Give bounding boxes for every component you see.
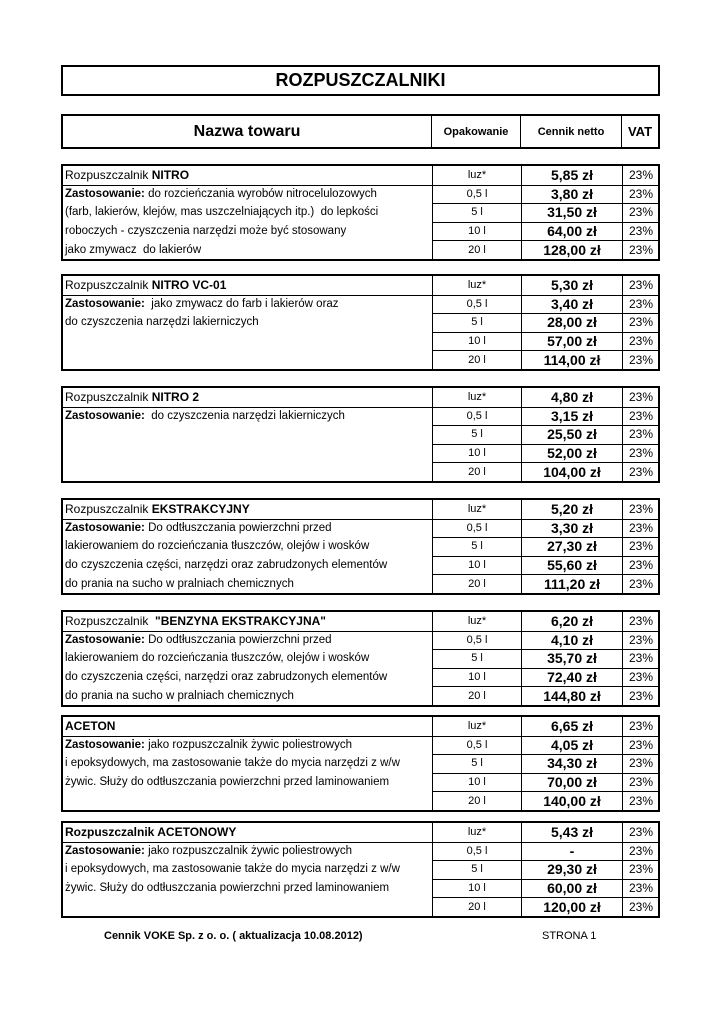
vat-cell: 23% [622,350,659,369]
product-description-line: jako zmywacz do lakierów [65,243,202,256]
product-usage [63,185,433,204]
row-divider [432,686,658,687]
product-usage [63,407,433,426]
row-divider [432,350,658,351]
vat-cell: 23% [622,295,659,314]
row-divider [63,407,658,408]
product-description-line: roboczych - czyszczenia narzędzi może być stosowany [65,225,347,238]
table-row [63,649,658,668]
header-price: Cennik netto [537,125,605,138]
price-cell: 29,30 zł [521,860,622,879]
row-divider [63,842,658,843]
price-cell: 72,40 zł [521,668,622,687]
product-block [61,274,660,371]
price-cell: 52,00 zł [521,444,622,463]
packaging-cell: 5 l [432,860,521,879]
product-description-line: lakierowaniem do rozcieńczania tłuszczów, olejów i wosków [65,540,370,553]
product-name-bold: EKSTRAKCYJNY [151,502,250,517]
packaging-cell: 0,5 l [432,185,521,204]
table-row [63,612,658,631]
product-name-bold: NITRO VC-01 [151,278,227,293]
table-row [63,295,658,314]
table-row [63,717,658,736]
table-row [63,860,658,879]
footer-page-number: STRONA 1 [542,930,597,942]
vat-cell: 23% [622,574,659,593]
packaging-cell: 10 l [432,332,521,351]
table-row [63,350,658,369]
table-row [63,203,658,222]
row-divider [432,649,658,650]
usage-text: do rozcieńczania wyrobów nitrocelulozowych [144,187,377,200]
row-divider [63,631,658,632]
usage-label: Zastosowanie: [65,297,145,310]
table-row [63,222,658,241]
price-cell: 60,00 zł [521,879,622,898]
price-cell: 3,15 zł [521,407,622,426]
price-cell: 5,20 zł [521,500,622,519]
table-row [63,631,658,650]
row-divider [432,897,658,898]
price-cell: 25,50 zł [521,425,622,444]
table-row [63,823,658,842]
packaging-cell: 10 l [432,222,521,241]
vat-cell: 23% [622,222,659,241]
row-divider [432,773,658,774]
price-cell: 34,30 zł [521,754,622,773]
packaging-cell: 5 l [432,313,521,332]
product-name-bold: NITRO [151,168,190,183]
packaging-cell: 0,5 l [432,736,521,755]
vat-cell: 23% [622,717,659,736]
price-cell: 128,00 zł [521,240,622,259]
product-description-line [63,897,433,916]
table-row [63,425,658,444]
vat-cell: 23% [622,313,659,332]
price-cell: 114,00 zł [521,350,622,369]
row-divider [432,791,658,792]
packaging-cell: 0,5 l [432,631,521,650]
vat-cell: 23% [622,276,659,295]
packaging-cell: 5 l [432,537,521,556]
packaging-cell: 0,5 l [432,519,521,538]
vat-cell: 23% [622,500,659,519]
price-cell: 57,00 zł [521,332,622,351]
product-block [61,715,660,812]
product-description-line: do czyszczenia części, narzędzi oraz zabrudzonych elementów [65,559,388,572]
table-row [63,736,658,755]
usage-text: jako rozpuszczalnik żywic poliestrowych [144,738,352,751]
row-divider [432,240,658,241]
price-cell: 28,00 zł [521,313,622,332]
product-block [61,164,660,261]
vat-cell: 23% [622,860,659,879]
packaging-cell: 20 l [432,897,521,916]
vat-cell: 23% [622,240,659,259]
vat-cell: 23% [622,754,659,773]
row-divider [63,185,658,186]
packaging-cell: 5 l [432,649,521,668]
table-row [63,791,658,810]
table-row [63,500,658,519]
page-title: ROZPUSZCZALNIKI [61,65,660,96]
product-block [61,610,660,707]
product-block [61,498,660,595]
price-cell: 35,70 zł [521,649,622,668]
packaging-cell: luz* [432,823,521,842]
product-name-plain: Rozpuszczalnik [65,278,152,293]
table-row [63,519,658,538]
price-cell: 4,05 zł [521,736,622,755]
price-cell: 55,60 zł [521,556,622,575]
footer-company: Cennik VOKE Sp. z o. o. ( aktualizacja 10.08.2012) [104,930,363,942]
price-cell: 5,43 zł [521,823,622,842]
packaging-cell: 10 l [432,444,521,463]
product-description-line: żywic. Służy do odtłuszczania powierzchni przed laminowaniem [65,776,390,789]
vat-cell: 23% [622,462,659,481]
table-header [61,114,660,149]
product-usage [63,736,433,755]
price-cell: 27,30 zł [521,537,622,556]
price-cell: 5,30 zł [521,276,622,295]
usage-label: Zastosowanie: [65,409,145,422]
packaging-cell: 20 l [432,240,521,259]
row-divider [432,879,658,880]
price-cell: 3,30 zł [521,519,622,538]
vat-cell: 23% [622,842,659,861]
price-cell: 5,85 zł [521,166,622,185]
vat-cell: 23% [622,612,659,631]
vat-cell: 23% [622,332,659,351]
product-description-line: do prania na sucho w pralniach chemicznych [65,577,294,590]
packaging-cell: 20 l [432,574,521,593]
table-row [63,574,658,593]
table-row [63,388,658,407]
price-cell: 4,80 zł [521,388,622,407]
vat-cell: 23% [622,519,659,538]
product-description-line: do czyszczenia narzędzi lakierniczych [65,316,259,329]
product-name-plain: Rozpuszczalnik [65,168,152,183]
product-description-line [63,444,433,463]
vat-cell: 23% [622,166,659,185]
table-row [63,556,658,575]
usage-text: do czyszczenia narzędzi lakierniczych [144,409,345,422]
table-row [63,754,658,773]
product-name [63,823,433,842]
price-cell: 144,80 zł [521,686,622,705]
usage-label: Zastosowanie: [65,844,145,857]
packaging-cell: luz* [432,717,521,736]
product-name-plain: Rozpuszczalnik [65,390,152,405]
price-cell: 120,00 zł [521,897,622,916]
usage-text: Do odtłuszczania powierzchni przed [144,521,332,534]
packaging-cell: 20 l [432,350,521,369]
product-description-line: do czyszczenia części, narzędzi oraz zabrudzonych elementów [65,671,388,684]
usage-text: jako zmywacz do farb i lakierów oraz [144,297,339,310]
packaging-cell: 10 l [432,556,521,575]
vat-cell: 23% [622,537,659,556]
vat-cell: 23% [622,773,659,792]
table-row [63,444,658,463]
row-divider [432,313,658,314]
price-cell: 140,00 zł [521,791,622,810]
usage-label: Zastosowanie: [65,738,145,751]
product-description-line [63,332,433,351]
row-divider [63,519,658,520]
header-name: Nazwa towaru [193,122,301,140]
packaging-cell: luz* [432,388,521,407]
price-cell: 6,65 zł [521,717,622,736]
packaging-cell: luz* [432,500,521,519]
packaging-cell: 0,5 l [432,407,521,426]
row-divider [432,860,658,861]
header-packaging: Opakowanie [443,125,509,138]
header-vat: VAT [627,124,653,139]
table-row [63,897,658,916]
row-divider [432,537,658,538]
product-name-bold: "BENZYNA EKSTRAKCYJNA" [155,614,326,629]
packaging-cell: luz* [432,166,521,185]
row-divider [432,556,658,557]
row-divider [432,754,658,755]
product-block [61,821,660,918]
table-row [63,407,658,426]
table-row [63,668,658,687]
product-name [63,388,433,407]
product-usage [63,842,433,861]
vat-cell: 23% [622,823,659,842]
price-cell: 3,80 zł [521,185,622,204]
row-divider [63,295,658,296]
product-description-line: do prania na sucho w pralniach chemicznych [65,689,294,702]
row-divider [432,668,658,669]
vat-cell: 23% [622,203,659,222]
usage-text: jako rozpuszczalnik żywic poliestrowych [144,844,352,857]
row-divider [432,574,658,575]
price-cell: 111,20 zł [521,574,622,593]
product-description-line: żywic. Służy do odtłuszczania powierzchni przed laminowaniem [65,882,390,895]
vat-cell: 23% [622,736,659,755]
vat-cell: 23% [622,425,659,444]
vat-cell: 23% [622,879,659,898]
product-name [63,500,433,519]
row-divider [432,222,658,223]
packaging-cell: 0,5 l [432,842,521,861]
vat-cell: 23% [622,388,659,407]
packaging-cell: 20 l [432,686,521,705]
table-row [63,462,658,481]
product-description-line: (farb, lakierów, klejów, mas uszczelniających itp.) do lepkości [65,206,379,219]
vat-cell: 23% [622,649,659,668]
usage-label: Zastosowanie: [65,521,145,534]
product-block [61,386,660,483]
product-description-line [63,350,433,369]
product-description-line: i epoksydowych, ma zastosowanie także do mycia narzędzi z w/w [65,863,400,876]
row-divider [432,332,658,333]
product-description-line: lakierowaniem do rozcieńczania tłuszczów, olejów i wosków [65,652,370,665]
row-divider [432,425,658,426]
table-row [63,879,658,898]
product-name-bold: ACETON [65,719,116,734]
row-divider [63,736,658,737]
product-name [63,612,433,631]
packaging-cell: 5 l [432,754,521,773]
vat-cell: 23% [622,897,659,916]
product-usage [63,519,433,538]
table-row [63,537,658,556]
price-cell: - [521,842,622,861]
price-cell: 31,50 zł [521,203,622,222]
vat-cell: 23% [622,556,659,575]
vat-cell: 23% [622,185,659,204]
price-cell: 64,00 zł [521,222,622,241]
product-name-plain: Rozpuszczalnik [65,614,156,629]
product-name [63,717,433,736]
product-description-line [63,791,433,810]
table-row [63,313,658,332]
usage-label: Zastosowanie: [65,633,145,646]
packaging-cell: 10 l [432,773,521,792]
packaging-cell: 5 l [432,425,521,444]
row-divider [432,444,658,445]
product-name [63,166,433,185]
vat-cell: 23% [622,791,659,810]
row-divider [432,462,658,463]
product-description-line [63,425,433,444]
packaging-cell: luz* [432,612,521,631]
table-row [63,166,658,185]
price-cell: 6,20 zł [521,612,622,631]
packaging-cell: 20 l [432,791,521,810]
packaging-cell: 10 l [432,879,521,898]
table-row [63,185,658,204]
price-cell: 3,40 zł [521,295,622,314]
table-row [63,842,658,861]
usage-label: Zastosowanie: [65,187,145,200]
product-description-line [63,462,433,481]
product-name-plain: Rozpuszczalnik [65,502,152,517]
packaging-cell: 5 l [432,203,521,222]
table-row [63,332,658,351]
table-row [63,276,658,295]
product-usage [63,631,433,650]
table-row [63,773,658,792]
product-name-bold: NITRO 2 [151,390,200,405]
price-cell: 70,00 zł [521,773,622,792]
vat-cell: 23% [622,444,659,463]
price-cell: 104,00 zł [521,462,622,481]
packaging-cell: 20 l [432,462,521,481]
table-row [63,240,658,259]
product-name [63,276,433,295]
product-description-line: i epoksydowych, ma zastosowanie także do mycia narzędzi z w/w [65,757,400,770]
table-row [63,686,658,705]
vat-cell: 23% [622,631,659,650]
packaging-cell: luz* [432,276,521,295]
product-usage [63,295,433,314]
row-divider [432,203,658,204]
vat-cell: 23% [622,407,659,426]
vat-cell: 23% [622,668,659,687]
usage-text: Do odtłuszczania powierzchni przed [144,633,332,646]
price-cell: 4,10 zł [521,631,622,650]
packaging-cell: 10 l [432,668,521,687]
packaging-cell: 0,5 l [432,295,521,314]
product-name-bold: Rozpuszczalnik ACETONOWY [65,825,237,840]
vat-cell: 23% [622,686,659,705]
